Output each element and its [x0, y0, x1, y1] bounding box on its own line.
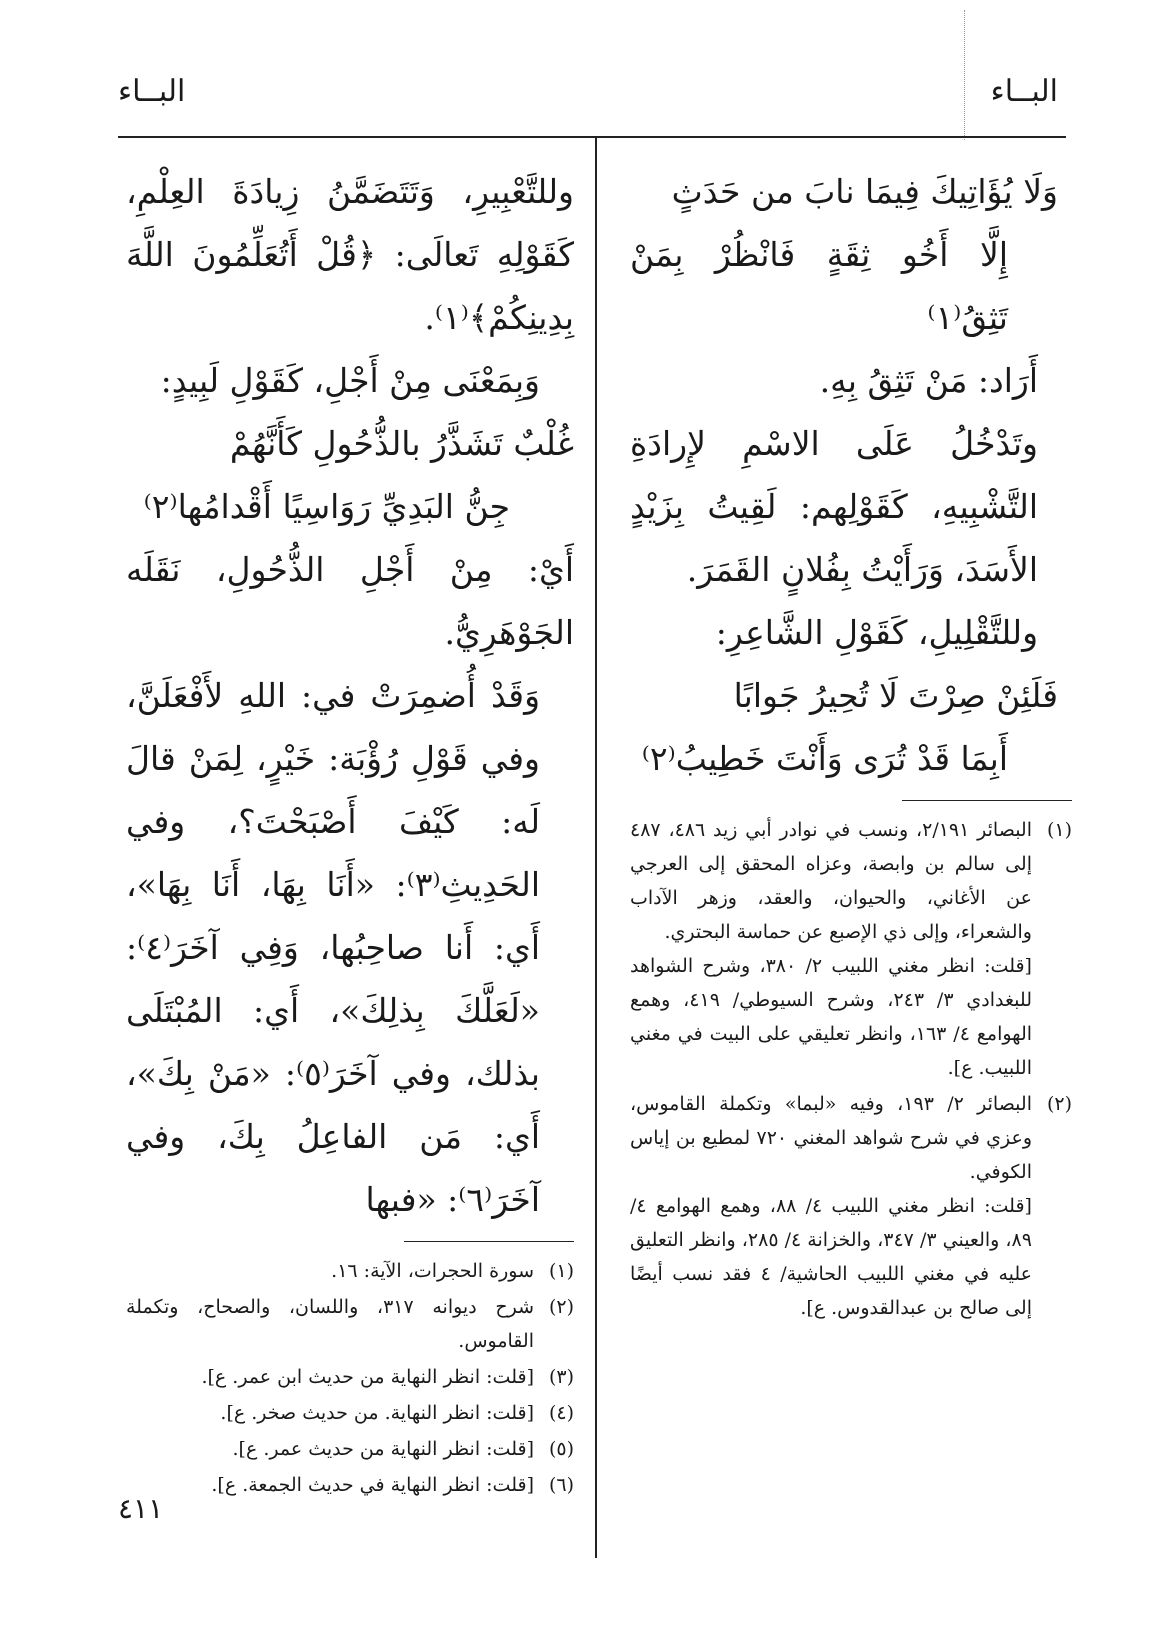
verse-line: أَبِمَا قَدْ تُرَى وَأَنْتَ خَطِيبُ⁽٢⁾	[641, 739, 1008, 778]
footnote-rule	[404, 1241, 574, 1242]
column-divider	[595, 138, 597, 1558]
footnote-number: (٣)	[548, 1366, 574, 1388]
gutter-dotted-line	[964, 10, 965, 140]
footnote	[126, 1290, 574, 1358]
footnote-text: البصائر ٢/١٩١، ونسب في نوادر أبي زيد ٤٨٦، ٤٨٧ إلى سالم بن وابصة، وعزاه المحقق إلى العرجي عن الأغاني، والحيوان، والعقد، وزهر الآداب والشعراء، وإلى ذي الإصبع عن حماسة البحتري.	[630, 819, 1033, 943]
paragraph: وَبِمَعْنَى مِنْ أَجْلِ، كَقَوْلِ لَبِيدٍ:	[160, 361, 540, 400]
verse-line: إِلَّا أَخُو ثِقَةٍ فَانْظُرْ بِمَنْ تَثِقُ⁽١⁾	[630, 235, 1008, 337]
page-number: ٤١١	[118, 1492, 164, 1525]
footnote-text: [قلت: انظر النهاية من حديث ابن عمر. ع].	[201, 1366, 534, 1388]
footnote-text: [قلت: انظر النهاية من حديث عمر. ع].	[232, 1438, 534, 1460]
verse-line: فَلَئِنْ صِرْتَ لَا تُحِيرُ جَوابًا	[733, 676, 1058, 715]
footnote-number: (١)	[548, 1260, 574, 1282]
footnote-note: [قلت: انظر مغني اللبيب ٢/ ٣٨٠، وشرح الشواهد للبغدادي ٣/ ٢٤٣، وشرح السيوطي/ ٤١٩، وهمع الهوامع ٤/ ١٦٣، وانظر تعليقي على البيت في مغني اللبيب. ع].	[630, 955, 1033, 1079]
footnote	[126, 1254, 574, 1288]
footnote-text: شرح ديوانه ٣١٧، واللسان، والصحاح، وتكملة القاموس.	[126, 1296, 534, 1352]
footnote	[630, 813, 1072, 1085]
paragraph: وللتَّقْلِيلِ، كَقَوْلِ الشَّاعِرِ:	[715, 613, 1038, 652]
paragraph: أَيْ: مِنْ أَجْلِ الذُّحُولِ، نَقَلَه الجَوْهَرِيُّ.	[126, 550, 574, 652]
paragraph: أَرَاد: مَنْ تَثِقُ بِهِ.	[819, 361, 1038, 400]
left-column	[126, 160, 574, 1504]
paragraph: وللتَّعْبِيرِ، وَتَتَضَمَّنُ زِيادَةَ العِلْمِ، كَقَوْلِهِ تَعالَى: ﴿قُلْ أَتُعَلِّمُونَ اللَّهَ بِدِينِكُمْ﴾⁽١⁾.	[126, 172, 574, 337]
footnote	[126, 1396, 574, 1430]
verse-line: جِنُّ البَدِيِّ رَوَاسِيًا أَقْدامُها⁽٢⁾	[143, 487, 510, 526]
footnote-number: (٦)	[548, 1474, 574, 1496]
right-footnotes	[630, 813, 1072, 1325]
paragraph: وَقَدْ أُضمِرَتْ في: اللهِ لأَفْعَلَنَّ، وفي قَوْلِ رُؤْبَة: خَيْرٍ، لِمَنْ قالَ لَه: كَيْفَ أَصْبَحْتَ؟، وفي الحَدِيثِ⁽٣⁾: «أَنَا بِهَا، أَنَا بِهَا»، أَي: أَنا صاحِبُها، وَفِي آخَرَ⁽٤⁾: «لَعَلَّكَ بِذلِكَ»، أَي: المُبْتَلَى بذلك، وفي آخَرَ⁽٥⁾: «مَنْ بِكَ»، أَي: مَن الفاعِلُ بِكَ، وفي آخَرَ⁽٦⁾: «فبها	[126, 676, 540, 1219]
footnote-number: (٢)	[1046, 1093, 1072, 1115]
footnote-rule	[902, 800, 1072, 801]
footnote	[126, 1360, 574, 1394]
verse-line: غُلْبٌ تَشَذَّرُ بالذُّحُولِ كَأَنَّهُمْ	[229, 424, 574, 463]
footnote-number: (٤)	[548, 1402, 574, 1424]
footnote-number: (٢)	[548, 1296, 574, 1318]
footnote	[126, 1468, 574, 1502]
left-footnotes	[126, 1254, 574, 1502]
running-head-left: البــاء	[118, 74, 186, 109]
right-column	[630, 160, 1072, 1327]
footnote-number: (٥)	[548, 1438, 574, 1460]
footnote-text: [قلت: انظر النهاية. من حديث صخر. ع].	[220, 1402, 534, 1424]
footnote-text: البصائر ٢/ ١٩٣، وفيه «لبما» وتكملة القاموس، وعزي في شرح شواهد المغني ٧٢٠ لمطيع بن إياس الكوفي.	[630, 1093, 1033, 1183]
paragraph: وتَدْخُلُ عَلَى الاسْمِ لإِرادَةِ التَّشْبِيهِ، كَقَوْلِهم: لَقِيتُ بِزَيْدٍ الأَسَدَ، وَرَأَيْتُ بِفُلانٍ القَمَرَ.	[630, 424, 1038, 589]
footnote-text: سورة الحجرات، الآية: ١٦.	[331, 1260, 534, 1282]
verse-line: وَلَا يُؤَاتِيكَ فِيمَا نابَ من حَدَثٍ	[671, 172, 1058, 211]
footnote	[630, 1087, 1072, 1325]
right-main-text	[630, 160, 1072, 790]
footnote-note: [قلت: انظر مغني اللبيب ٤/ ٨٨، وهمع الهوامع ٤/ ٨٩، والعيني ٣/ ٣٤٧، والخزانة ٤/ ٢٨٥، وانظر التعليق عليه في مغني اللبيب الحاشية/ ٤ فقد نسب أيضًا إلى صالح بن عبدالقدوس. ع].	[630, 1195, 1033, 1319]
footnote	[126, 1432, 574, 1466]
header-rule	[118, 136, 1066, 138]
running-head-right: البــاء	[990, 74, 1058, 109]
footnote-number: (١)	[1046, 819, 1072, 841]
left-main-text	[126, 160, 574, 1231]
footnote-text: [قلت: انظر النهاية في حديث الجمعة. ع].	[211, 1474, 534, 1496]
